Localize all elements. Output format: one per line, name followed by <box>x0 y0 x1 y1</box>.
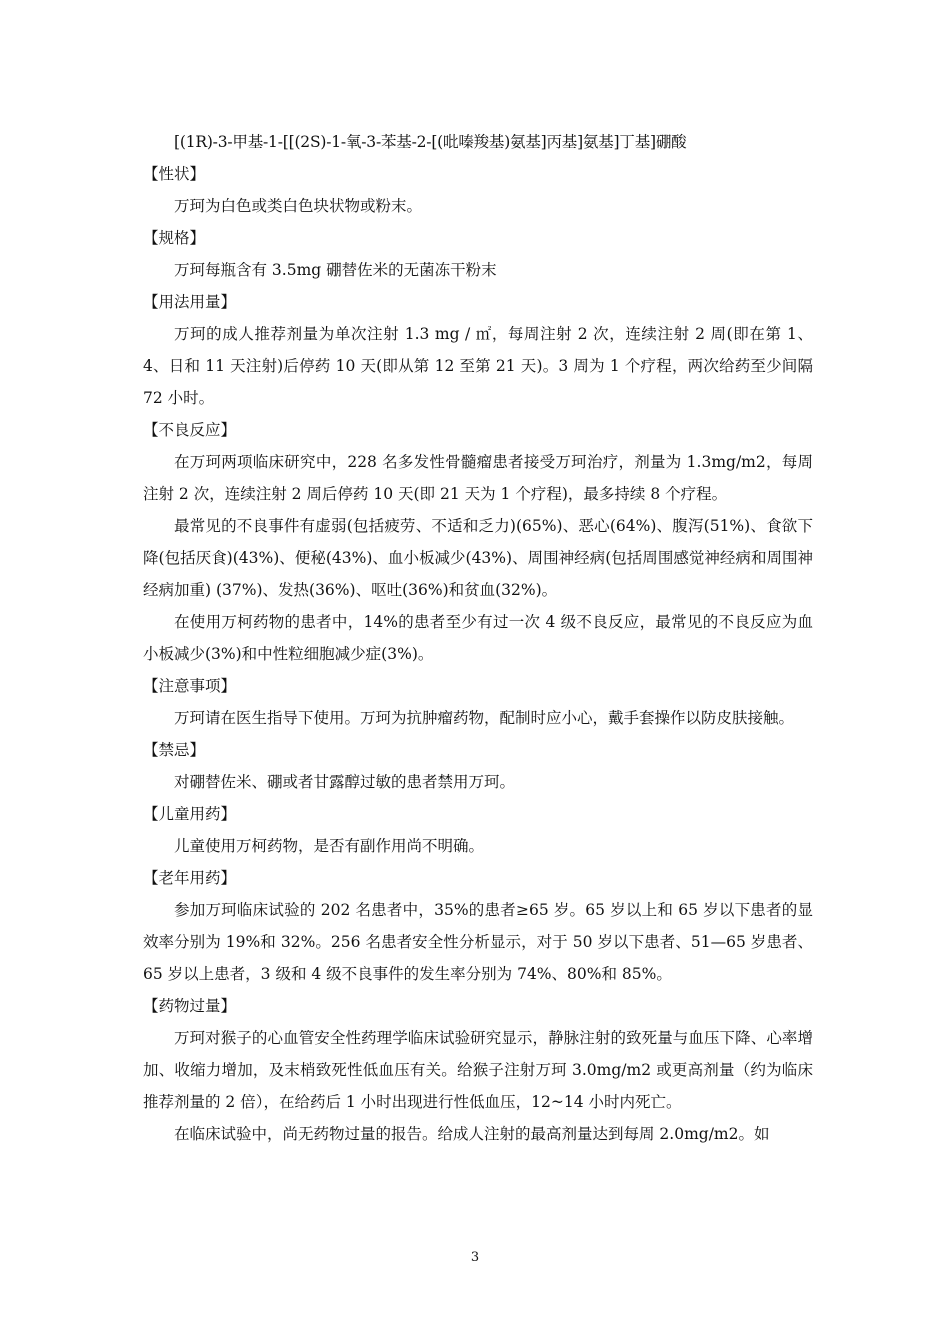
section-heading: 【性状】 <box>143 165 206 183</box>
paragraph: 参加万珂临床试验的 202 名患者中，35%的患者≥65 岁。65 岁以上和 65 岁以下患者的显效率分别为 19%和 32%。256 名患者安全性分析显示，对于 50 岁以下患者、51—65 岁患者、65 岁以上患者，3 级和 4 级不良事件的发生率分别为 74%、80%和 85%。 <box>143 901 813 983</box>
paragraph: 万珂请在医生指导下使用。万珂为抗肿瘤药物，配制时应小心，戴手套操作以防皮肤接触。 <box>174 709 795 727</box>
paragraph: 最常见的不良事件有虚弱(包括疲劳、不适和乏力)(65%)、恶心(64%)、腹泻(51%)、食欲下降(包括厌食)(43%)、便秘(43%)、血小板减少(43%)、周围神经病(包括周围感觉神经病和周围神经病加重) (37%)、发热(36%)、呕吐(36%)和贫血(32%)。 <box>143 517 813 599</box>
section-heading: 【儿童用药】 <box>143 805 237 823</box>
document-body <box>143 126 813 1150</box>
paragraph: 在使用万柯药物的患者中，14%的患者至少有过一次 4 级不良反应，最常见的不良反应为血小板减少(3%)和中性粒细胞减少症(3%)。 <box>143 613 813 663</box>
paragraph: 万珂对猴子的心血管安全性药理学临床试验研究显示，静脉注射的致死量与血压下降、心率增加、收缩力增加，及末梢致死性低血压有关。给猴子注射万珂 3.0mg/m2 或更高剂量（约为临床推荐剂量的 2 倍），在给药后 1 小时出现进行性低血压，12~14 小时内死亡。 <box>143 1029 813 1111</box>
paragraph: 万珂为白色或类白色块状物或粉末。 <box>174 197 423 215</box>
chemical-name: [(1R)-3-甲基-1-[[(2S)-1-氧-3-苯基-2-[(吡嗪羧基)氨基]丙基]氨基]丁基]硼酸 <box>174 133 687 151</box>
page-number: 3 <box>470 1250 480 1265</box>
paragraph: 万珂每瓶含有 3.5mg 硼替佐米的无菌冻干粉末 <box>174 261 497 279</box>
section-heading: 【药物过量】 <box>143 997 237 1015</box>
section-heading: 【注意事项】 <box>143 677 237 695</box>
paragraph: 对硼替佐米、硼或者甘露醇过敏的患者禁用万珂。 <box>174 773 516 791</box>
paragraph: 万珂的成人推荐剂量为单次注射 1.3 mg / ㎡，每周注射 2 次，连续注射 2 周(即在第 1、4、日和 11 天注射)后停药 10 天(即从第 12 至第 21 天)。3 周为 1 个疗程，两次给药至少间隔 72 小时。 <box>143 325 813 407</box>
section-heading: 【不良反应】 <box>143 421 237 439</box>
section-heading: 【规格】 <box>143 229 206 247</box>
paragraph: 儿童使用万柯药物，是否有副作用尚不明确。 <box>174 837 485 855</box>
paragraph: 在万珂两项临床研究中，228 名多发性骨髓瘤患者接受万珂治疗，剂量为 1.3mg/m2，每周注射 2 次，连续注射 2 周后停药 10 天(即 21 天为 1 个疗程)，最多持续 8 个疗程。 <box>143 453 813 503</box>
paragraph: 在临床试验中，尚无药物过量的报告。给成人注射的最高剂量达到每周 2.0mg/m2。如 <box>174 1125 770 1143</box>
section-heading: 【用法用量】 <box>143 293 237 311</box>
section-heading: 【禁忌】 <box>143 741 206 759</box>
section-heading: 【老年用药】 <box>143 869 237 887</box>
